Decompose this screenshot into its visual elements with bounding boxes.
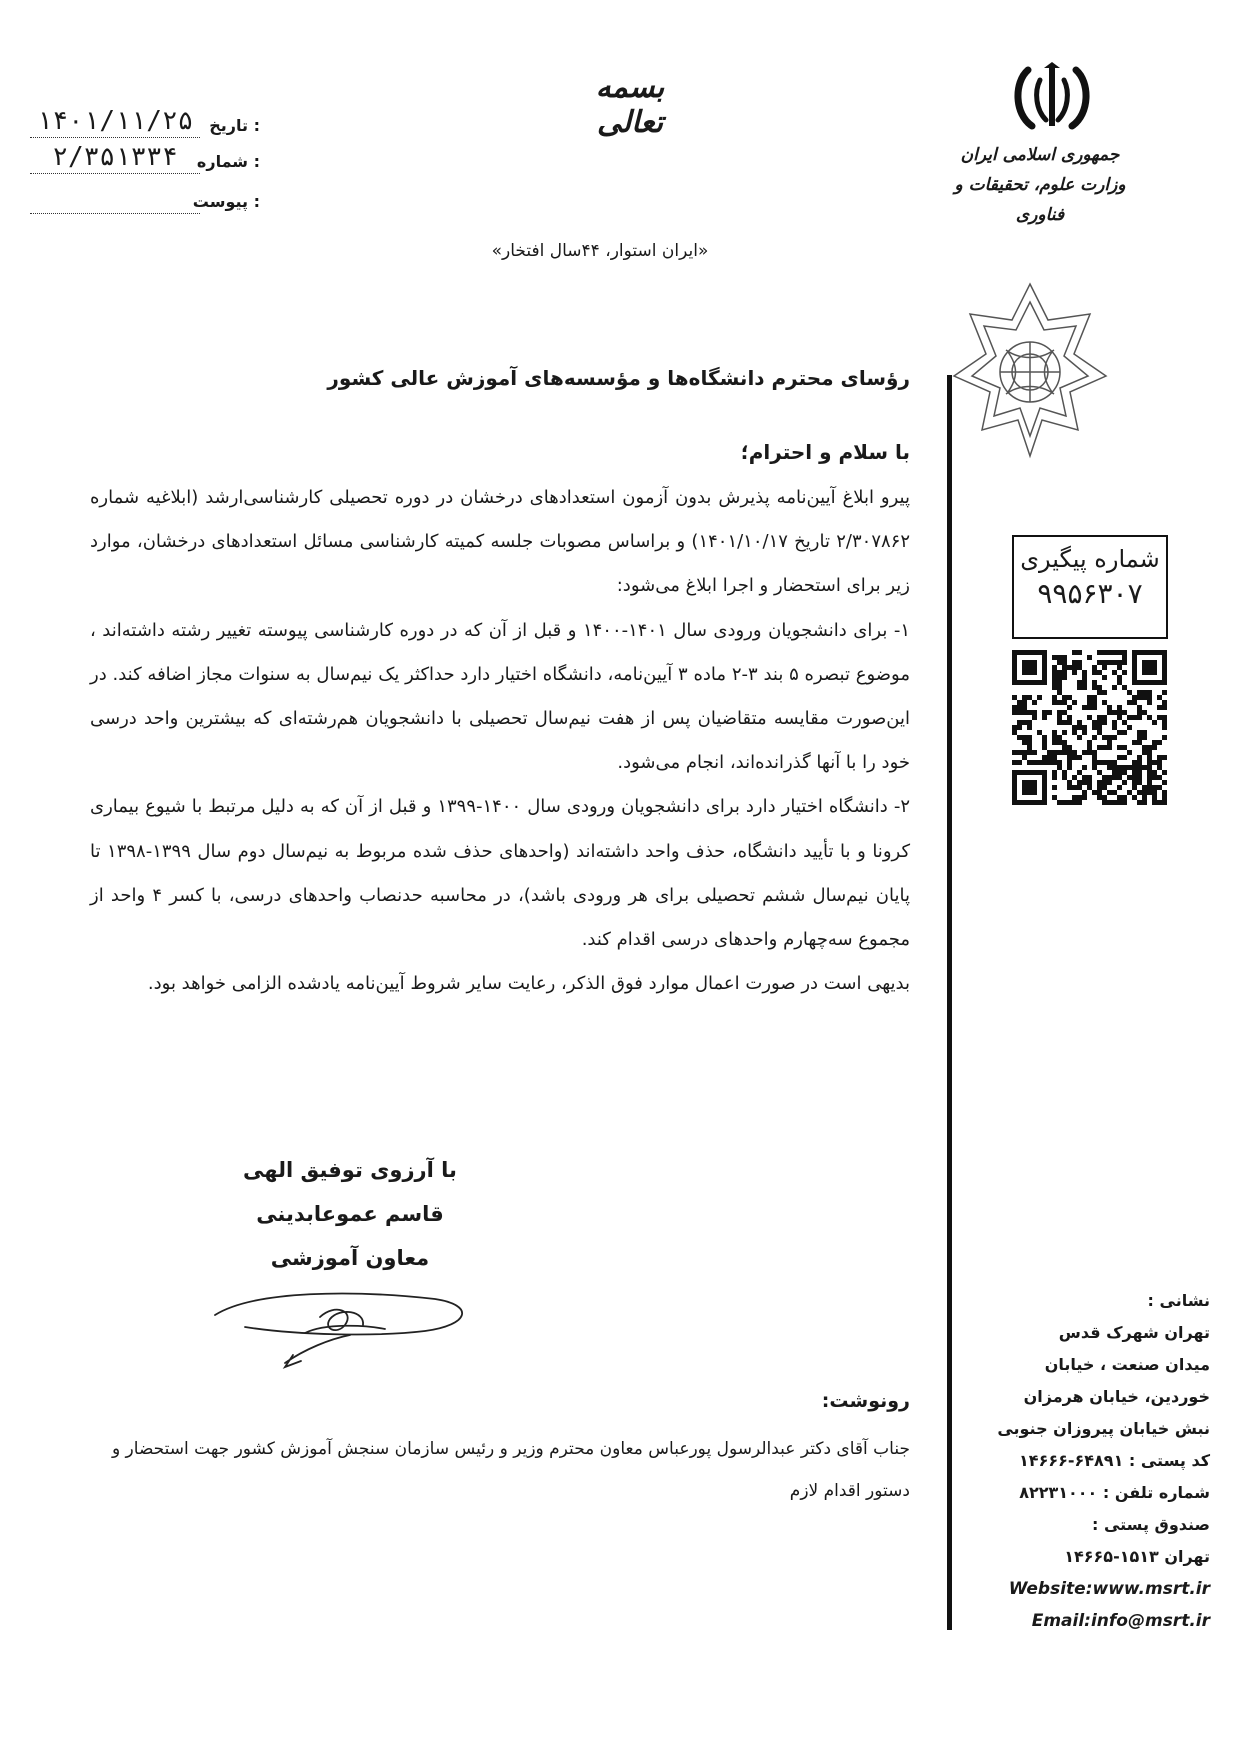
website-link[interactable]: Website:www.msrt.ir [1008, 1579, 1210, 1599]
address-line: نبش خیابان پیروزان جنوبی [997, 1419, 1210, 1438]
vertical-divider [947, 375, 952, 1630]
body-paragraph: ۲- دانشگاه اختیار دارد برای دانشجویان ورودی سال ۱۴۰۰-۱۳۹۹ و قبل از آن که به دلیل مرتبط با شیوع بیماری کرونا و با تأیید دانشگاه، حذف واحد داشته‌اند (واحدهای حذف شده مربوط به نیم‌سال دوم سال ۱۳۹۹-۱۳۹۸ تا پایان نیم‌سال ششم تحصیلی برای هر ورودی باشد)، در محاسبه حدنصاب واحدهای درسی، با کسر ۴ واحد از مجموع سه‌چهارم واحدهای درسی اقدام کند. [90, 796, 911, 951]
ministry-line: جمهوری اسلامی ایران [960, 145, 1120, 165]
address-line: خوردین، خیابان هرمزان [1023, 1387, 1210, 1406]
address-line: شماره تلفن : ۸۲۲۳۱۰۰۰ [1019, 1483, 1210, 1502]
tracking-number: ۹۹۵۶۳۰۷ [1037, 577, 1143, 610]
addressee: رؤسای محترم دانشگاه‌ها و مؤسسه‌های آموزش عالی کشور [327, 366, 910, 390]
attachment-label: پیوست : [192, 192, 260, 211]
qr-code-icon[interactable] [1012, 650, 1167, 805]
date-label: تاریخ : [209, 116, 260, 135]
tracking-label: شماره پیگیری [1020, 545, 1160, 573]
attachment-dotted-line [30, 213, 200, 214]
iran-emblem-icon [1010, 62, 1094, 134]
number-dotted-line [30, 173, 200, 174]
date-dotted-line [30, 137, 200, 138]
cc-label: رونوشت: [821, 1390, 910, 1412]
greeting: با سلام و احترام؛ [740, 440, 910, 464]
cc-text: جناب آقای دکتر عبدالرسول پورعباس معاون محترم وزیر و رئیس سازمان سنجش آموزش کشور جهت استحضار و دستور اقدام لازم [111, 1439, 910, 1501]
ministry-name [940, 140, 1140, 230]
signatory-title: معاون آموزشی [270, 1246, 430, 1270]
letter-body [90, 476, 910, 1006]
body-paragraph: پیرو ابلاغ آیین‌نامه پذیرش بدون آزمون استعدادهای درخشان در دوره تحصیلی کارشناسی‌ارشد (ابلاغیه شماره ۲/۳۰۷۸۶۲ تاریخ ۱۴۰۱/۱۰/۱۷) و براساس مصوبات جلسه کمیته کارشناسی مسائل استعدادهای درخشان، موارد زیر برای استحضار و اجرا ابلاغ می‌شود: [90, 487, 910, 597]
number-row [30, 142, 260, 182]
tracking-number-box [1012, 535, 1168, 639]
number-value: ۲/۳۵۱۳۳۴ [52, 142, 178, 172]
date-row [30, 106, 260, 146]
ornament-icon [950, 280, 1110, 460]
address-line: تهران ۱۵۱۳-۱۴۶۶۵ [1064, 1547, 1210, 1566]
number-label: شماره : [196, 152, 260, 171]
ministry-line: وزارت علوم، تحقیقات و فناوری [954, 175, 1126, 225]
body-paragraph: بدیهی است در صورت اعمال موارد فوق الذکر، رعایت سایر شروط آیین‌نامه یادشده الزامی خواهد بود. [147, 973, 910, 995]
address-line: صندوق پستی : [1091, 1515, 1210, 1534]
date-value: ۱۴۰۱/۱۱/۲۵ [36, 106, 194, 136]
signatory-name: قاسم عموعابدینی [256, 1202, 444, 1226]
address-line: کد پستی : ۶۴۸۹۱-۱۴۶۶۶ [1019, 1451, 1210, 1470]
bismillah-heading: بسمه تعالی [595, 70, 665, 140]
email-link[interactable]: Email:info@msrt.ir [1031, 1611, 1210, 1631]
body-paragraph: ۱- برای دانشجویان ورودی سال ۱۴۰۱-۱۴۰۰ و قبل از آن که در دوره کارشناسی پیوسته تغییر رشته داشته‌اند ، موضوع تبصره ۵ بند ۳-۲ ماده ۳ آیین‌نامه، دانشگاه اختیار دارد حداکثر یک نیم‌سال به سنوات مجاز اضافه کند. در این‌صورت مقایسه متقاضیان پس از هفت نیم‌سال تحصیلی با دانشجویان هم‌رشته‌ای که بیشترین واحد درسی خود را با آنها گذرانده‌اند، انجام می‌شود. [90, 619, 910, 774]
address-block [960, 1285, 1210, 1637]
signature-icon [205, 1285, 480, 1375]
address-line: تهران شهرک قدس [1058, 1323, 1210, 1342]
closing-wish: با آرزوی توفیق الهی [243, 1158, 457, 1182]
closing-block [230, 1148, 470, 1280]
address-line: نشانی : [1147, 1291, 1210, 1310]
slogan: «ایران استوار، ۴۴سال افتخار» [491, 241, 709, 261]
attachment-row [30, 186, 260, 222]
address-line: میدان صنعت ، خیابان [1044, 1355, 1210, 1374]
